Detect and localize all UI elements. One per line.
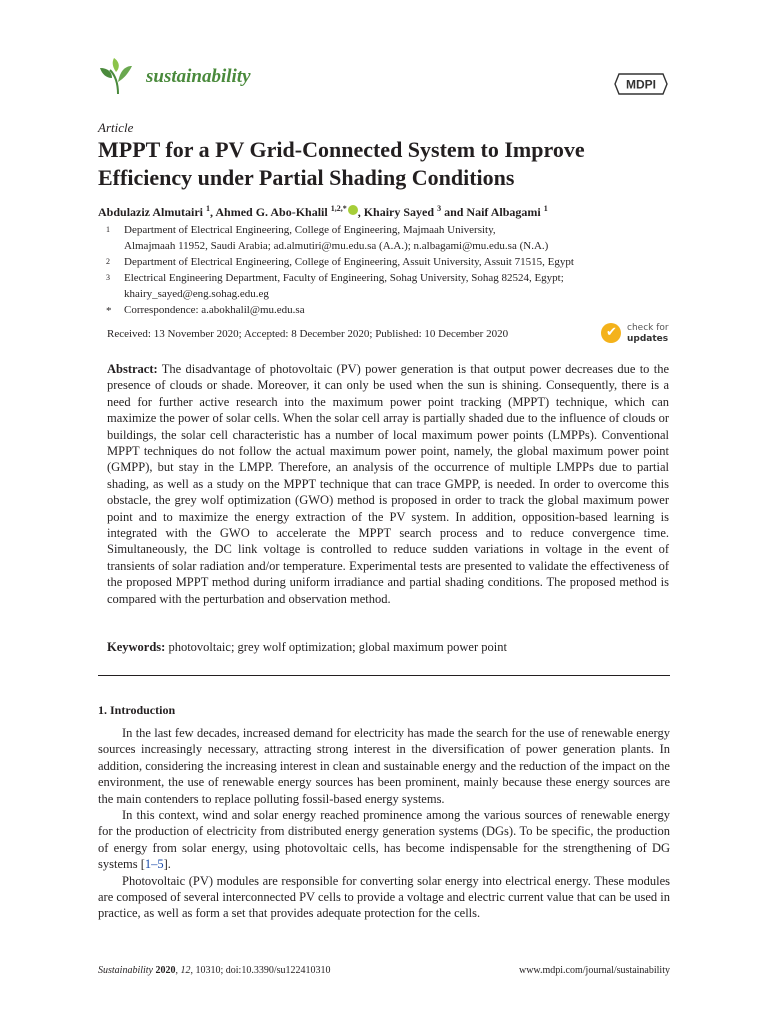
check-updates-line2: updates: [627, 334, 669, 344]
author-name[interactable]: Ahmed G. Abo-Khalil: [215, 205, 328, 219]
affiliation-text: Electrical Engineering Department, Faculty of Engineering, Sohag University, Sohag 82524, Egypt;: [124, 272, 564, 284]
publication-dates: Received: 13 November 2020; Accepted: 8 December 2020; Published: 10 December 2020: [107, 328, 509, 340]
author-name[interactable]: Naif Albagami: [466, 205, 541, 219]
footer-year: 2020: [155, 965, 176, 976]
affiliation-text: Almajmaah 11952, Saudi Arabia; ad.almutiri@mu.edu.sa (A.A.); n.albagami@mu.edu.sa (N.A.): [124, 240, 549, 252]
mdpi-logo: [614, 72, 668, 96]
abstract: [107, 361, 669, 607]
abstract-text: The disadvantage of photovoltaic (PV) power generation is that output power decreases due to the presence of clouds or shade. Moreover, it can only be used when the sun is shining. Consequently, there is a need for further active research into the maximum power point tracking (MPPT) technique, which can maximize the power of solar cells. When the solar cell array is partially shaded due to the influence of clouds or buildings, the solar cell characteristic has a number of local maximum power points (LMPPs). Conventional MPPT techniques do not follow the actual maximum power point, namely, the global maximum power point (GMPP), but stay in the LMPP. Therefore, an analysis of the occurrence of multiple LMPPs due to partial shading, as well as a study on the MPPT technique that can trace GMPP, is needed. In order to overcome this obstacle, the grey wolf optimization (GWO) method is proposed in order to track the global maximum power point and to maximize the energy extraction of the PV system. In addition, opposition-based learning is integrated with the GWO to accelerate the MPPT search process and to reduce convergence time. Simultaneously, the DC link voltage is controlled to reduce sudden variations in voltage in the event of transients of solar radiation and/or temperature. Experimental tests are presented to validate the effectiveness of the proposed MPPT method during uniform irradiance and partial shading conditions. The proposed method is compared with the perturbation and observation method.: [107, 362, 669, 606]
affiliation-number: 1: [106, 225, 110, 234]
author-affiliation-mark: 1: [543, 204, 548, 213]
footer-url[interactable]: www.mdpi.com/journal/sustainability: [518, 965, 670, 976]
footer-journal: Sustainability: [98, 965, 153, 976]
author-list: [98, 205, 548, 220]
footer-doi: , 10310; doi:10.3390/su122410310: [190, 965, 331, 976]
section-divider: [98, 675, 670, 676]
check-updates-line1: check for: [627, 323, 669, 333]
check-for-updates-button[interactable]: [601, 321, 669, 347]
paper-title: MPPT for a PV Grid-Connected System to Improve Efficiency under Partial Shading Conditions: [98, 137, 585, 190]
mdpi-logo-text: MDPI: [626, 77, 656, 92]
affiliation-text: Correspondence: a.abokhalil@mu.edu.sa: [124, 304, 305, 316]
citation-link[interactable]: 1: [144, 857, 152, 872]
author-affiliation-mark: 1: [206, 204, 211, 213]
keywords-label: Keywords:: [107, 640, 166, 654]
citation-link[interactable]: 5: [157, 857, 164, 872]
citation-dash: –: [151, 857, 158, 872]
paragraph: Photovoltaic (PV) modules are responsible for converting solar energy into electrical energy. These modules are composed of several interconnected PV cells to provide a voltage and electric current value that can be used in practice, as well as form a set that provides adequate protection for the cells.: [98, 873, 670, 921]
journal-logo-leaf-icon: [98, 58, 140, 96]
section-heading: 1. Introduction: [98, 703, 176, 717]
paragraph-text: ].: [163, 857, 171, 872]
author-separator: ,: [357, 205, 364, 219]
article-type-label: Article: [98, 120, 134, 135]
affiliation-number: *: [106, 305, 112, 317]
author-separator: and: [441, 205, 467, 219]
affiliation-text: Department of Electrical Engineering, College of Engineering, Majmaah University,: [124, 224, 496, 236]
journal-name: sustainability: [146, 66, 251, 87]
affiliation-text: khairy_sayed@eng.sohag.edu.eg: [124, 288, 269, 300]
body-text: [98, 725, 670, 922]
author-name[interactable]: Khairy Sayed: [363, 205, 435, 219]
author-separator: ,: [210, 205, 216, 219]
affiliation-number: 2: [106, 257, 110, 266]
affiliation-text: Department of Electrical Engineering, College of Engineering, Assuit University, Assuit 71515, Egypt: [124, 256, 574, 268]
footer-citation: Sustainability 2020, 12, 10310; doi:10.3390/su122410310: [98, 965, 331, 976]
abstract-label: Abstract:: [107, 362, 158, 376]
author-affiliation-mark: 1,2,*: [330, 204, 347, 213]
paragraph: In the last few decades, increased demand for electricity has made the search for the use of renewable energy sources increasingly necessary, attracting strong interest in the diversification of power generation plants. In addition, considering the increasing interest in clean and sustainable energy and the reduction of the impact on the environment, the use of renewable energy sources has been prominent, mainly because these energy sources are the main contenders to replace polluting fossil-based energy systems.: [98, 726, 670, 806]
author-affiliation-mark: 3: [437, 204, 442, 213]
orcid-icon[interactable]: [348, 205, 358, 215]
author-name[interactable]: Abdulaziz Almutairi: [98, 205, 204, 219]
paragraph-text: In this context, wind and solar energy reached prominence among the various sources of renewable energy for the production of electricity from distributed energy generation systems (DGs). To be specific, the production of energy from solar energy, using photovoltaic cells, has become indispensable for the strengthening of DG systems [: [98, 808, 670, 872]
keywords: [107, 640, 669, 655]
footer-volume: 12: [180, 965, 191, 976]
paragraph: [98, 807, 670, 873]
affiliation-number: 3: [106, 273, 110, 282]
checkmark-icon: ✔: [606, 325, 617, 340]
keywords-text: photovoltaic; grey wolf optimization; global maximum power point: [168, 640, 507, 654]
